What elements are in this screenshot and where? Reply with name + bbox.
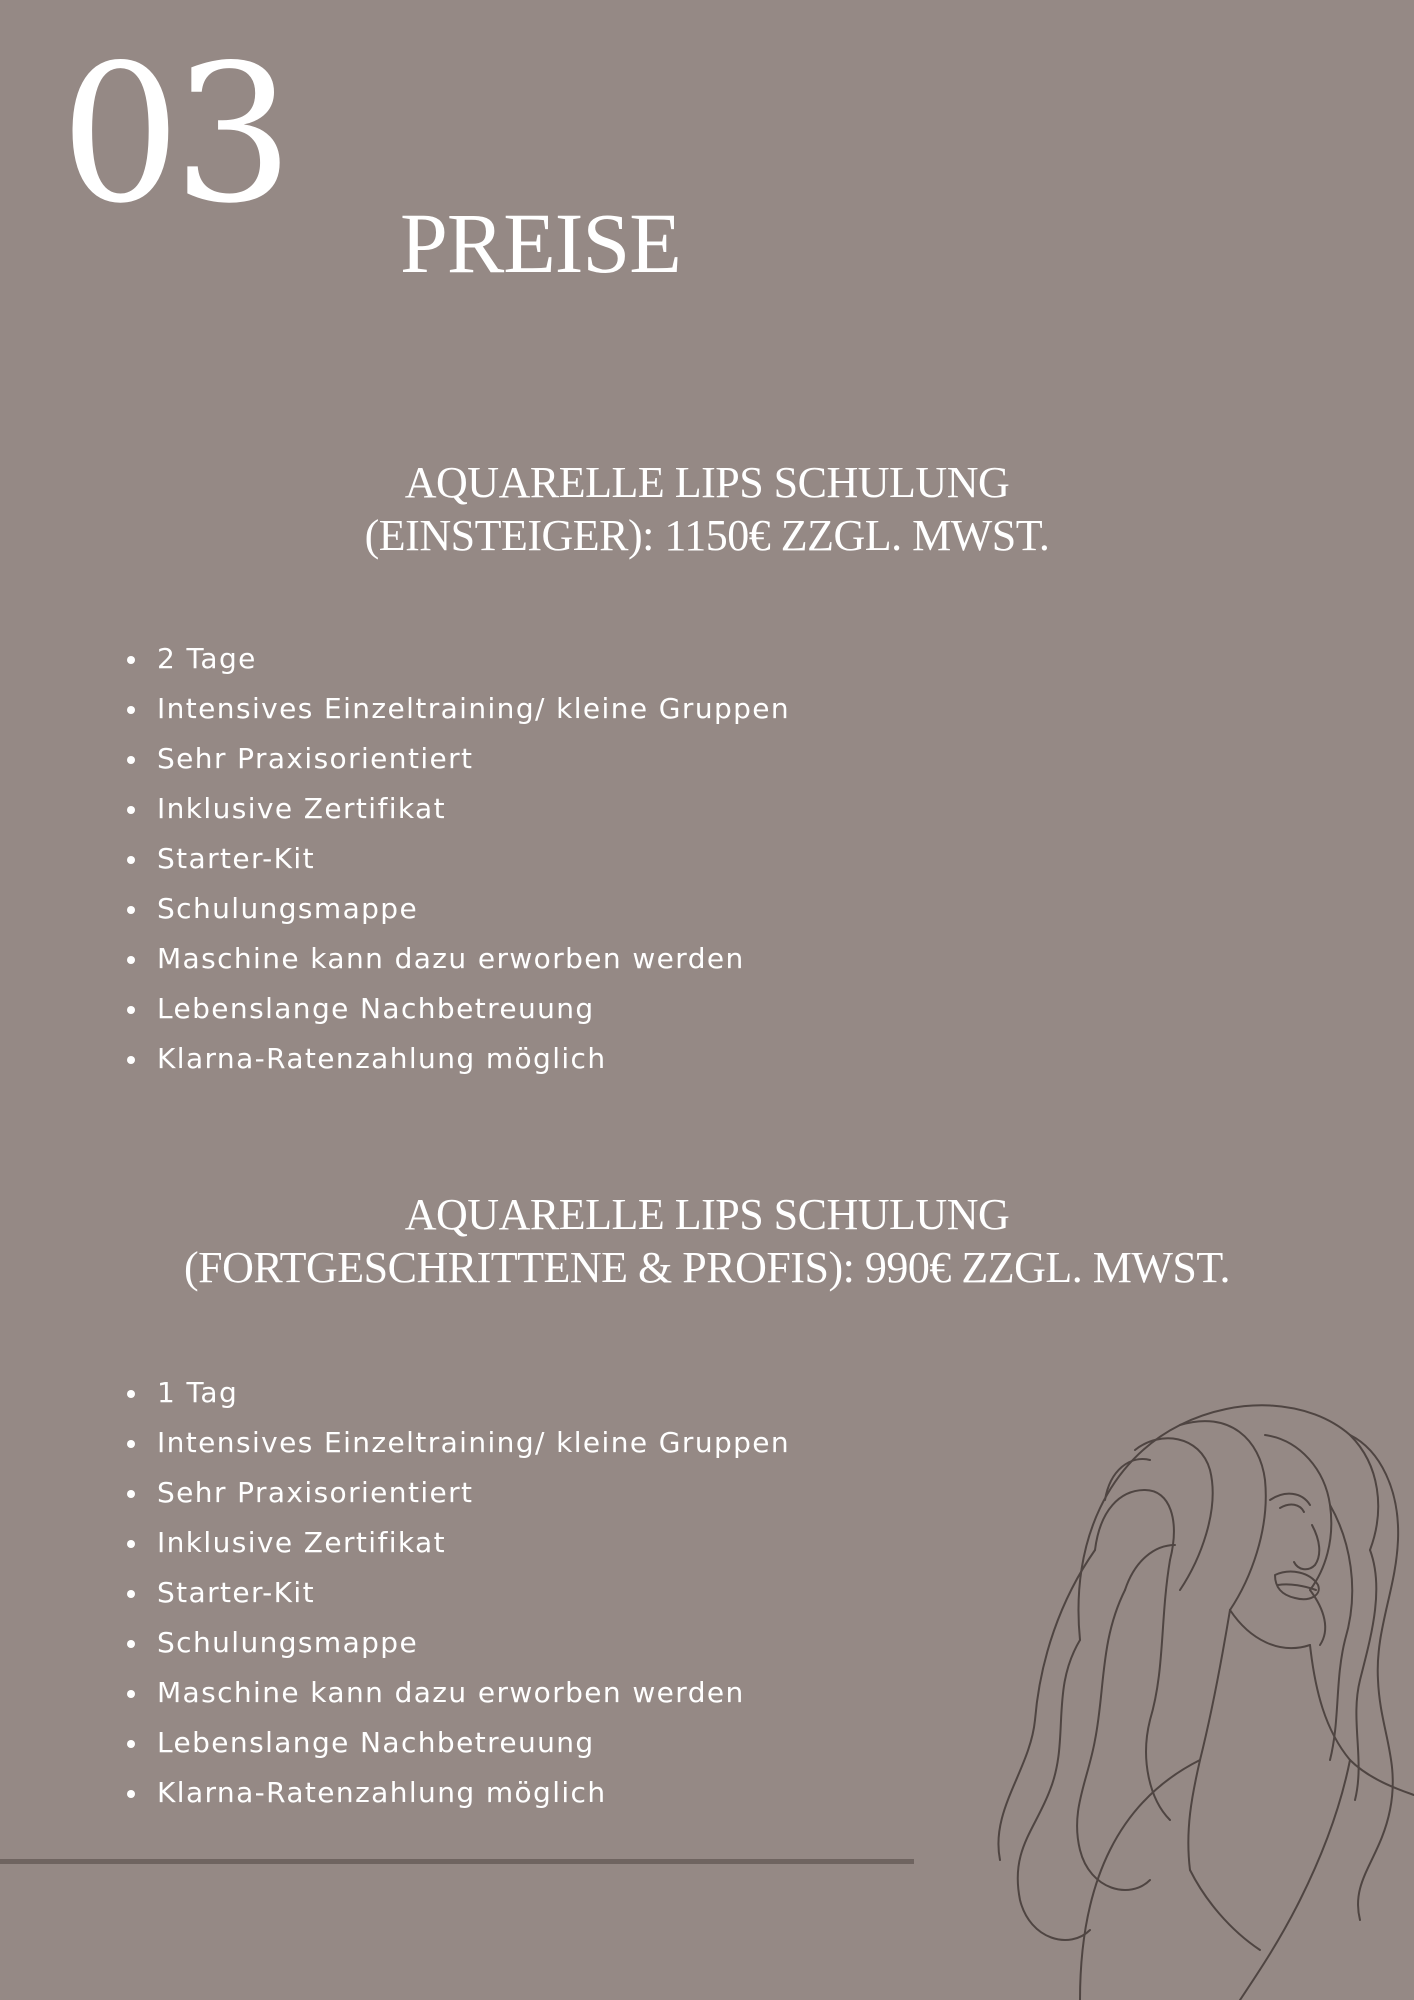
list-item: 2 Tage [108, 634, 790, 684]
list-item: Klarna-Ratenzahlung möglich [108, 1034, 790, 1084]
list-item: Starter-Kit [108, 834, 790, 884]
footer-divider [0, 1859, 914, 1864]
offer-heading-price-line: (FORTGESCHRITTENE & PROFIS): 990€ ZZGL. MWST. [184, 1243, 1230, 1292]
list-item: Maschine kann dazu erworben werden [108, 1668, 790, 1718]
feature-list-einsteiger [108, 634, 790, 1084]
list-item: Lebenslange Nachbetreuung [108, 1718, 790, 1768]
offer-heading-line: AQUARELLE LIPS SCHULUNG [404, 1190, 1010, 1239]
list-item: Klarna-Ratenzahlung möglich [108, 1768, 790, 1818]
list-item: Schulungsmappe [108, 884, 790, 934]
offer-heading-line: AQUARELLE LIPS SCHULUNG [404, 458, 1010, 507]
list-item: Intensives Einzeltraining/ kleine Gruppen [108, 1418, 790, 1468]
list-item: Maschine kann dazu erworben werden [108, 934, 790, 984]
page-title: PREISE [400, 195, 681, 291]
offer-heading-einsteiger [0, 456, 1414, 562]
list-item: Lebenslange Nachbetreuung [108, 984, 790, 1034]
list-item: Starter-Kit [108, 1568, 790, 1618]
list-item: Schulungsmappe [108, 1618, 790, 1668]
page-number: 03 [60, 24, 286, 245]
list-item: Sehr Praxisorientiert [108, 734, 790, 784]
list-item: Inklusive Zertifikat [108, 1518, 790, 1568]
offer-heading-profis [0, 1188, 1414, 1294]
woman-face-line-art-icon [930, 1340, 1414, 2000]
offer-heading-price-line: (EINSTEIGER): 1150€ ZZGL. MWST. [364, 511, 1050, 560]
list-item: 1 Tag [108, 1368, 790, 1418]
feature-list-profis [108, 1368, 790, 1818]
list-item: Inklusive Zertifikat [108, 784, 790, 834]
list-item: Sehr Praxisorientiert [108, 1468, 790, 1518]
list-item: Intensives Einzeltraining/ kleine Gruppen [108, 684, 790, 734]
